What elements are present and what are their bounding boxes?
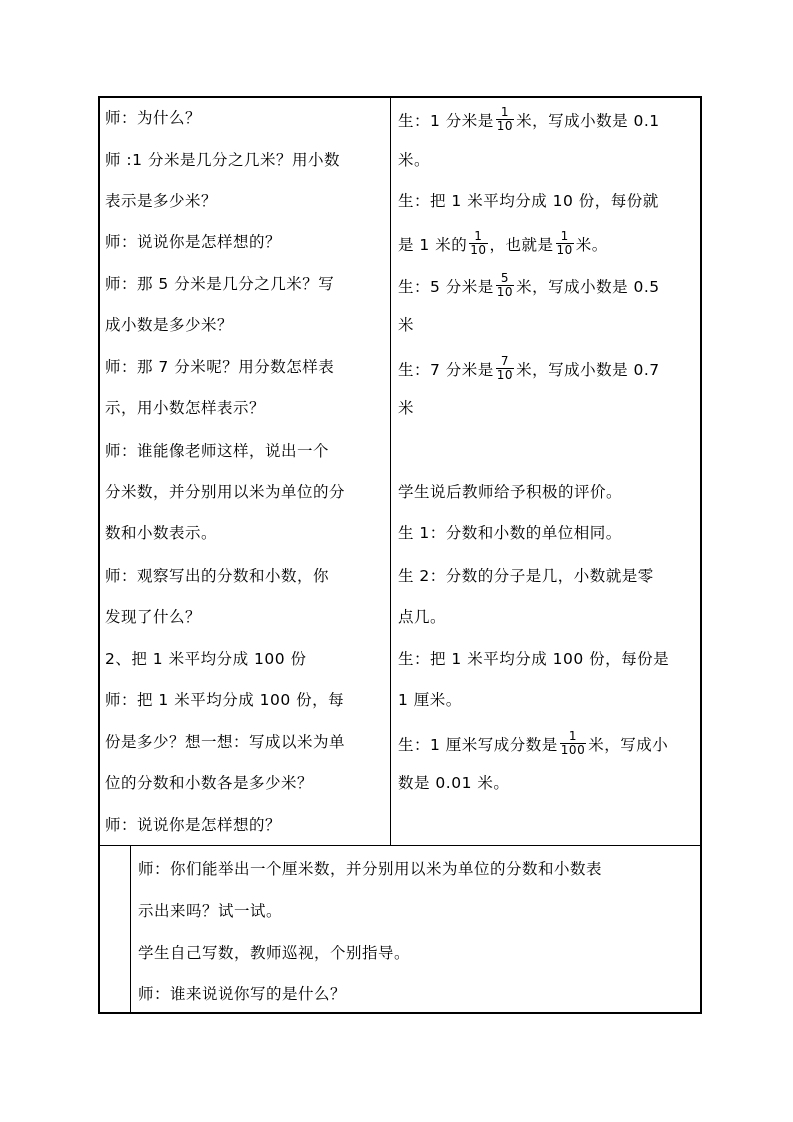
student-line: 生 2：分数的分子是几，小数就是零: [398, 567, 654, 585]
bottom-line: 学生自己写数，教师巡视，个别指导。: [138, 944, 411, 962]
teacher-line: 位的分数和小数各是多少米？: [105, 774, 314, 792]
teacher-line: 成小数是多少米？: [105, 316, 234, 334]
column-divider: [390, 96, 391, 846]
student-line: 生：把 1 米平均分成 10 份，每份就: [398, 192, 659, 210]
text-segment: ，也就是: [489, 236, 554, 254]
student-line: 生：把 1 米平均分成 100 份，每份是: [398, 650, 670, 668]
table-border-middle: [98, 845, 701, 846]
student-line: 生 1：分数和小数的单位相同。: [398, 524, 622, 542]
fraction-denominator: 10: [496, 119, 514, 133]
teacher-line: 表示是多少米？: [105, 192, 218, 210]
teacher-line: 示，用小数怎样表示？: [105, 399, 266, 417]
fraction-numerator: 1: [469, 230, 487, 244]
teacher-line: 师：那 7 分米呢？用分数怎样表: [105, 358, 335, 376]
text-segment: 生：5 分米是: [398, 278, 494, 296]
teacher-line: 师：为什么？: [105, 109, 202, 127]
fraction-denominator: 10: [496, 285, 514, 299]
student-line: 学生说后教师给予积极的评价。: [398, 483, 623, 501]
bottom-line: 示出来吗？试一试。: [138, 902, 283, 920]
student-line: 米。: [398, 151, 431, 169]
fraction: [469, 230, 487, 257]
student-line: [398, 271, 660, 299]
fraction: [496, 272, 514, 299]
text-segment: 生：1 分米是: [398, 112, 494, 130]
fraction-numerator: 7: [496, 355, 514, 369]
student-line: [398, 354, 660, 382]
text-segment: 米，写成小数是 0.5: [516, 278, 660, 296]
teacher-line: 师：那 5 分米是几分之几米？写: [105, 275, 335, 293]
student-line: [398, 105, 660, 133]
fraction-numerator: 5: [496, 272, 514, 286]
table-border-top: [98, 96, 701, 98]
teacher-line: 分米数，并分别用以米为单位的分: [105, 483, 346, 501]
text-segment: 米，写成小: [588, 736, 669, 754]
table-border-right: [700, 96, 702, 1014]
student-line: 米: [398, 399, 415, 417]
teacher-line: 份是多少？想一想：写成以米为单: [105, 733, 346, 751]
fraction: [556, 230, 574, 257]
student-line: [398, 729, 669, 757]
student-line: 数是 0.01 米。: [398, 774, 510, 792]
fraction: [560, 730, 586, 757]
teacher-line: 师：谁能像老师这样，说出一个: [105, 442, 330, 460]
student-line: [398, 229, 608, 257]
bottom-line: 师：谁来说说你写的是什么？: [138, 985, 347, 1003]
text-segment: 米。: [575, 236, 608, 254]
teacher-line: 师 :1 分米是几分之几米？用小数: [105, 151, 340, 169]
student-line: 1 厘米。: [398, 691, 462, 709]
teacher-line: 发现了什么？: [105, 608, 202, 626]
fraction-numerator: 1: [496, 106, 514, 120]
fraction: [496, 355, 514, 382]
bottom-row-divider: [130, 845, 131, 1013]
teacher-line: 师：说说你是怎样想的？: [105, 233, 282, 251]
fraction-denominator: 100: [560, 743, 586, 757]
teacher-line: 师：观察写出的分数和小数，你: [105, 567, 330, 585]
text-segment: 是 1 米的: [398, 236, 468, 254]
table-border-left: [98, 96, 100, 1014]
text-segment: 米，写成小数是 0.1: [516, 112, 660, 130]
fraction: [496, 106, 514, 133]
section-heading: 2、把 1 米平均分成 100 份: [105, 650, 307, 668]
student-line: 点几。: [398, 608, 447, 626]
fraction-numerator: 1: [560, 730, 586, 744]
student-line: 米: [398, 316, 415, 334]
text-segment: 米，写成小数是 0.7: [516, 361, 660, 379]
text-segment: 生：1 厘米写成分数是: [398, 736, 558, 754]
teacher-line: 数和小数表示。: [105, 524, 218, 542]
fraction-denominator: 10: [556, 243, 573, 257]
fraction-denominator: 10: [496, 368, 514, 382]
fraction-denominator: 10: [470, 243, 487, 257]
text-segment: 生：7 分米是: [398, 361, 494, 379]
bottom-line: 师：你们能举出一个厘米数，并分别用以米为单位的分数和小数表: [138, 860, 603, 878]
teacher-line: 师：说说你是怎样想的？: [105, 816, 282, 834]
teacher-line: 师：把 1 米平均分成 100 份，每: [105, 691, 345, 709]
fraction-numerator: 1: [556, 230, 574, 244]
table-border-bottom: [98, 1012, 701, 1014]
